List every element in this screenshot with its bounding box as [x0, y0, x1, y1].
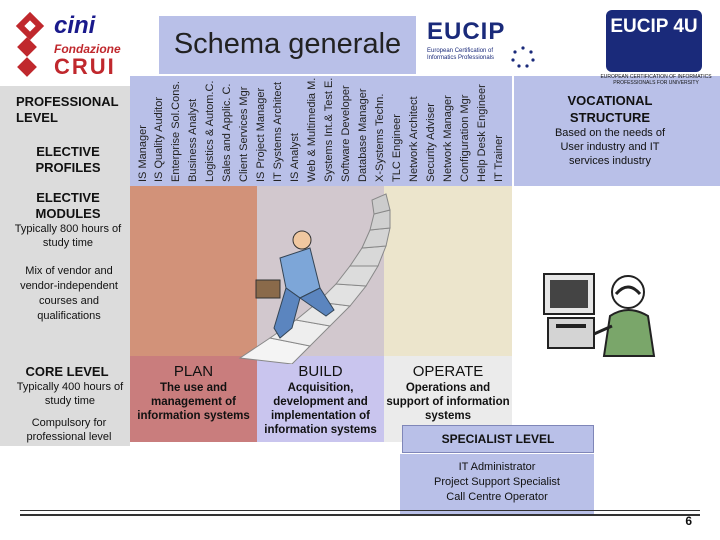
footer-line-thick: [20, 514, 700, 516]
role-label: X-Systems Techn.: [374, 93, 386, 182]
page-number: 6: [685, 514, 692, 528]
role-label: Logistics & Autom.C.: [204, 80, 216, 182]
elective-modules-label: ELECTIVE MODULES: [35, 190, 101, 221]
role-label: Configuration Mgr: [459, 94, 471, 182]
eucip4u-logo: [600, 10, 712, 88]
role-label: Network Manager: [442, 95, 454, 182]
role-label: IT Systems Architect: [272, 81, 284, 182]
role-label: Software Developer: [340, 85, 352, 182]
computer-user-clipart: [540, 264, 670, 360]
role-label: Database Manager: [357, 88, 369, 182]
role-label: IS Quality Auditor: [153, 97, 165, 182]
specialist-level-box: [402, 425, 594, 453]
role-label: Client Services Mgr: [238, 86, 250, 182]
professional-level-label: PROFESSIONAL LEVEL: [16, 94, 119, 125]
specialist-level-title: SPECIALIST LEVEL: [441, 432, 555, 446]
eucip4u-subtitle: EUROPEAN CERTIFICATION OF INFORMATICS PROFESSIONALS FOR UNIVERSITY: [600, 74, 712, 86]
eucip-logo-subtitle: European Certification of Informatics Professionals: [427, 48, 495, 61]
role-label: Web & Multimedia M.: [306, 77, 318, 182]
page-title: Schema generale: [173, 28, 402, 60]
role-label: Help Desk Engineer: [476, 84, 488, 182]
operate-header: OPERATE: [412, 363, 484, 380]
role-label: Security Adviser: [425, 103, 437, 182]
crui-text: CRUI: [54, 54, 116, 79]
build-desc: Acquisition, development and implementation of information systems: [264, 382, 377, 436]
elective-profiles-label: ELECTIVE PROFILES: [35, 144, 101, 175]
plan-desc: The use and management of information systems: [137, 382, 250, 422]
role-label: Enterprise Sol.Cons.: [170, 81, 182, 182]
cini-crui-logo: [14, 10, 144, 82]
fondazione-text: Fondazione: [54, 42, 121, 56]
role-label: Business Analyst: [187, 98, 199, 182]
role-label: Systems Int.& Test E.: [323, 77, 335, 182]
role-label: IS Project Manager: [255, 87, 267, 182]
specialist-role: IT Administrator: [458, 461, 536, 473]
staircase-illustration: [200, 188, 440, 364]
specialist-role: Project Support Specialist: [434, 476, 560, 488]
specialist-role: Call Centre Operator: [446, 491, 548, 503]
role-label: Network Architect: [408, 96, 420, 182]
vocational-title: VOCATIONAL STRUCTURE: [567, 93, 653, 125]
footer-line: [20, 510, 700, 511]
role-label: TLC Engineer: [391, 114, 403, 182]
build-header: BUILD: [298, 363, 343, 380]
role-label: Sales and Applic. C.: [221, 83, 233, 182]
vocational-desc: Based on the needs of User industry and IT services industry: [554, 127, 666, 167]
role-label: IS Manager: [137, 125, 149, 182]
operate-desc: Operations and support of information systems: [386, 382, 510, 422]
core-level-label: CORE LEVEL: [25, 364, 109, 379]
mix-text: Mix of vendor and vendor-independent courses and qualifications: [20, 265, 118, 322]
compulsory-text: Compulsory for professional level: [26, 417, 112, 443]
role-label: IT Trainer: [493, 135, 505, 182]
eucip4u-text: EUCIP 4U: [610, 16, 698, 37]
core-hours-text: Typically 400 hours of study time: [16, 381, 124, 407]
roles-list: [136, 62, 512, 186]
eu-stars-icon: [509, 44, 537, 70]
plan-header: PLAN: [173, 363, 214, 380]
role-label: IS Analyst: [289, 133, 301, 182]
eucip-logo-text: EUCIP: [427, 18, 506, 45]
elective-hours-text: Typically 800 hours of study time: [14, 223, 122, 249]
cini-logo-text: cini: [54, 12, 96, 39]
